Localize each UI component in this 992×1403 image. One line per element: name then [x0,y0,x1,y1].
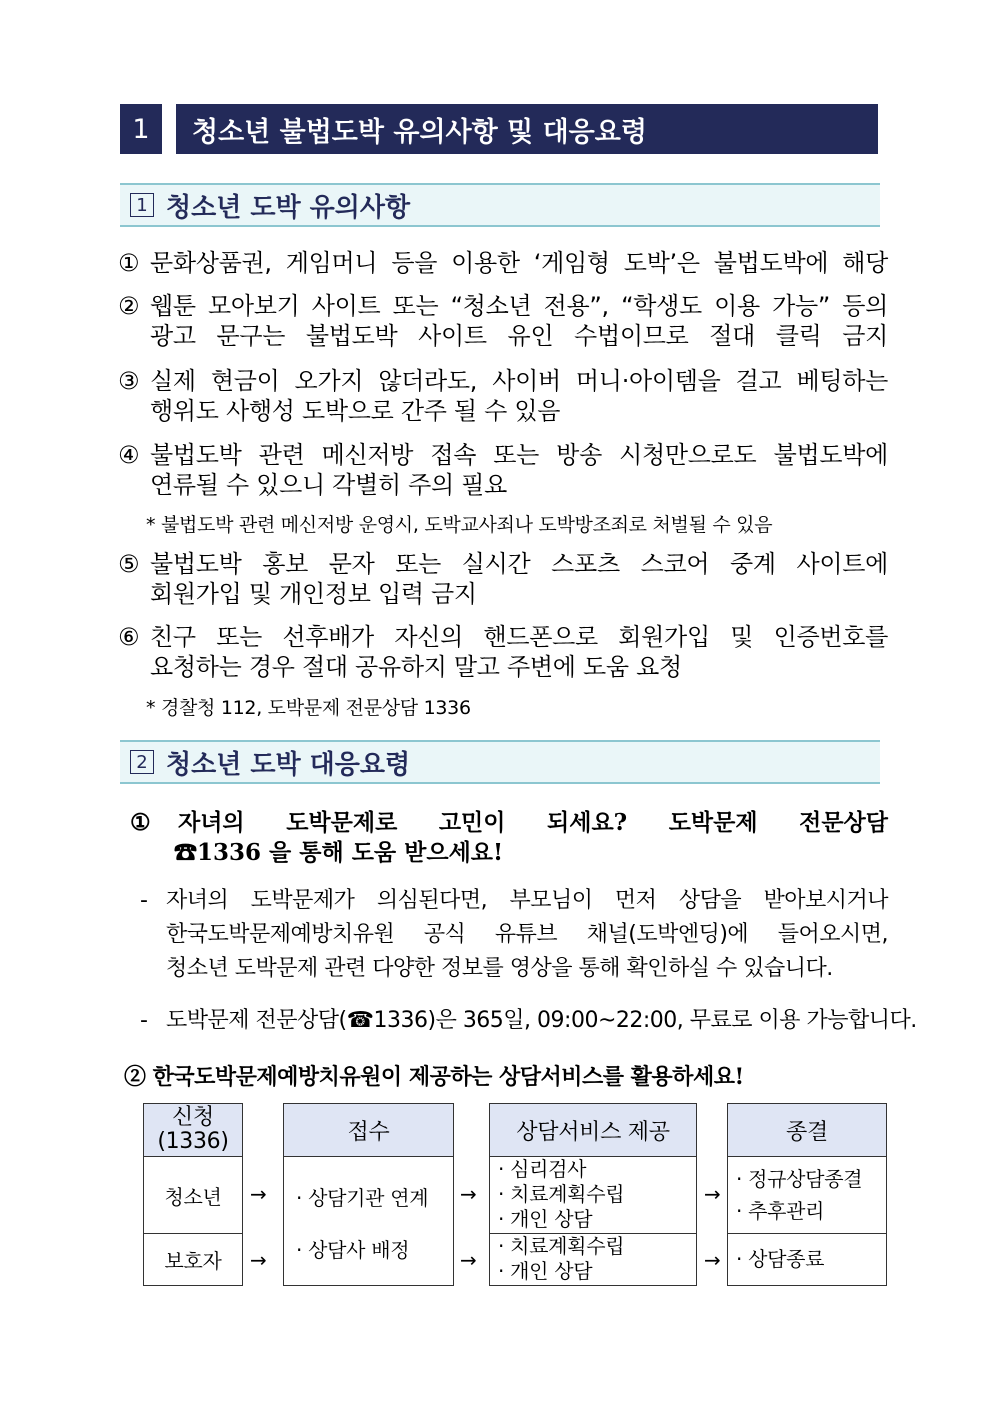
flow-header-close: 종결 [727,1103,887,1157]
item-line: 광고 문구는 불법도박 사이트 유인 수법이므로 절대 클릭 금지 [150,322,888,350]
caution-item-4 [118,440,888,500]
section-title: 청소년 도박 대응요령 [166,749,411,780]
item-line: 연류될 수 있으니 각별히 주의 필요 [150,471,508,499]
flow-receive-item: · 상담사 배정 [296,1238,410,1262]
flow-arrow: → [250,1248,267,1272]
flow-arrow: → [704,1248,721,1272]
flow-service-item: · 개인 상담 [498,1259,593,1283]
item-marker: ② [118,292,140,320]
item-marker: ⑤ [118,550,140,578]
section-number: 2 [130,750,154,774]
item-line: 행위도 사행성 도박으로 간주 될 수 있음 [150,397,561,425]
flow-service-item: · 치료계획수립 [498,1234,625,1258]
item-line: 실제 현금이 오가지 않더라도, 사이버 머니·아이템을 걸고 베팅하는 [150,367,888,395]
caution-item-3 [118,366,888,426]
flow-service-guardian [489,1233,697,1286]
caution-item-2 [118,291,888,351]
flow-close-item: · 추후관리 [736,1199,825,1223]
item-line: 문화상품권, 게임머니 등을 이용한 ‘게임형 도박’은 불법도박에 해당 [150,249,888,277]
flow-service-youth [489,1156,697,1234]
question-line: ☎1336 을 통해 도움 받으세요! [174,839,504,866]
item-marker: ④ [118,441,140,469]
question-line: 자녀의 도박문제로 고민이 되세요? 도박문제 전문상담 [178,809,888,836]
response-paragraph-1 [140,884,888,986]
flow-close-item: · 정규상담종결 [736,1167,863,1191]
section-header-response [120,740,880,784]
section-title: 청소년 도박 유의사항 [166,192,411,223]
flow-arrow: → [460,1182,477,1206]
flow-arrow: → [250,1182,267,1206]
title-number: 1 [120,104,162,154]
flow-close-youth [727,1156,887,1234]
flow-header-apply [143,1103,243,1157]
caution-item-6 [118,622,888,682]
flow-who-youth: 청소년 [143,1156,243,1234]
caution-item-1 [118,248,888,278]
flow-receive-box [283,1156,454,1286]
item-line: 불법도박 홍보 문자 또는 실시간 스포츠 스코어 중계 사이트에 [150,550,888,578]
dash-marker: - [140,1008,148,1033]
page-title: 청소년 불법도박 유의사항 및 대응요령 [176,104,878,154]
question-marker: ① [130,809,151,836]
caution-item-5 [118,549,888,609]
dash-marker: - [140,888,148,913]
flow-service-item: · 심리검사 [498,1157,587,1181]
flow-arrow: → [704,1182,721,1206]
flow-who-guardian: 보호자 [143,1233,243,1286]
paragraph-line: 도박문제 전문상담(☎1336)은 365일, 09:00~22:00, 무료로 이용 가능합니다. [166,1008,917,1033]
paragraph-line: 자녀의 도박문제가 의심된다면, 부모님이 먼저 상담을 받아보시거나 [166,888,888,913]
section-header-cautions [120,183,880,227]
item-line: 친구 또는 선후배가 자신의 핸드폰으로 회원가입 및 인증번호를 [150,623,888,651]
section-number: 1 [130,193,154,217]
item-line: 불법도박 관련 메신저방 접속 또는 방송 시청만으로도 불법도박에 [150,441,888,469]
flow-close-item: · 상담종료 [736,1247,825,1271]
item-marker: ① [118,249,140,277]
flow-arrow: → [460,1248,477,1272]
item-line: 회원가입 및 개인정보 입력 금지 [150,580,477,608]
flow-service-item: · 치료계획수립 [498,1182,625,1206]
response-question-1 [130,808,888,868]
paragraph-line: 청소년 도박문제 관련 다양한 정보를 영상을 통해 확인하실 수 있습니다. [166,956,833,981]
item-line: 요청하는 경우 절대 공유하지 말고 주변에 도움 요청 [150,653,682,681]
caution-note-1: * 불법도박 관련 메신저방 운영시, 도박교사죄나 도박방조죄로 처벌될 수 있음 [146,514,773,536]
flow-service-item: · 개인 상담 [498,1207,593,1231]
flow-header-service: 상담서비스 제공 [489,1103,697,1157]
flow-close-guardian [727,1233,887,1286]
caution-note-2: * 경찰청 112, 도박문제 전문상담 1336 [146,697,471,719]
item-line: 웹툰 모아보기 사이트 또는 “청소년 전용”, “학생도 이용 가능” 등의 [150,292,888,320]
flow-header-apply-number: (1336) [157,1129,229,1154]
flow-header-apply-label: 신청 [172,1105,214,1130]
response-paragraph-2 [140,1004,917,1038]
item-marker: ⑥ [118,623,140,651]
item-marker: ③ [118,367,140,395]
flow-receive-item: · 상담기관 연계 [296,1186,429,1210]
flow-header-receive: 접수 [283,1103,454,1157]
paragraph-line: 한국도박문제예방치유원 공식 유튜브 채널(도박엔딩)에 들어오시면, [166,922,888,947]
response-question-2: ② 한국도박문제예방치유원이 제공하는 상담서비스를 활용하세요! [124,1064,744,1090]
